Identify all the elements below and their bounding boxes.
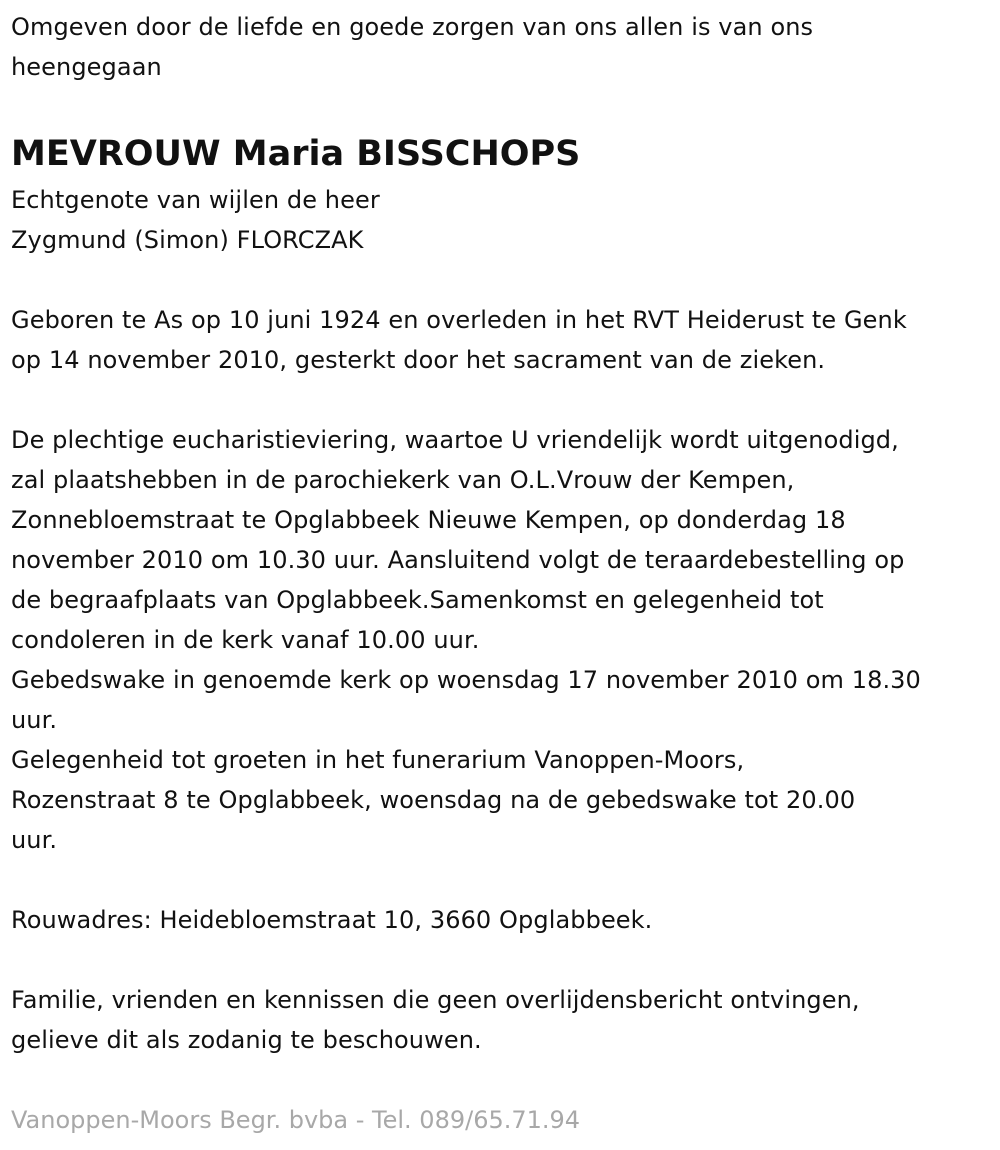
- notice-text: [11, 980, 995, 1060]
- ceremony-line: Gelegenheid tot groeten in het funerarium Vanoppen-Moors,: [11, 746, 745, 774]
- notice-line: gelieve dit als zodanig te beschouwen.: [11, 1026, 482, 1054]
- spacer: [11, 860, 995, 900]
- intro-line: Omgeven door de liefde en goede zorgen van ons allen is van ons: [11, 13, 814, 41]
- spacer: [11, 940, 995, 980]
- spacer: [11, 1060, 995, 1100]
- ceremony-text: [11, 420, 995, 860]
- ceremony-line: zal plaatshebben in de parochiekerk van O.L.Vrouw der Kempen,: [11, 466, 795, 494]
- birth-death-line: op 14 november 2010, gesterkt door het sacrament van de zieken.: [11, 346, 826, 374]
- notice-line: Familie, vrienden en kennissen die geen overlijdensbericht ontvingen,: [11, 986, 860, 1014]
- spouse-text: [11, 180, 995, 260]
- ceremony-line: Gebedswake in genoemde kerk op woensdag 17 november 2010 om 18.30: [11, 666, 921, 694]
- spacer: [11, 380, 995, 420]
- spacer: [11, 260, 995, 300]
- ceremony-line: uur.: [11, 826, 58, 854]
- ceremony-line: Rozenstraat 8 te Opglabbeek, woensdag na de gebedswake tot 20.00: [11, 786, 856, 814]
- deceased-name: MEVROUW Maria BISSCHOPS: [11, 134, 581, 174]
- spouse-line: Echtgenote van wijlen de heer: [11, 186, 380, 214]
- ceremony-line: condoleren in de kerk vanaf 10.00 uur.: [11, 626, 480, 654]
- ceremony-line: Zonnebloemstraat te Opglabbeek Nieuwe Kempen, op donderdag 18: [11, 506, 846, 534]
- spouse-line: Zygmund (Simon) FLORCZAK: [11, 226, 364, 254]
- ceremony-line: de begraafplaats van Opglabbeek.Samenkomst en gelegenheid tot: [11, 586, 824, 614]
- birth-death-line: Geboren te As op 10 juni 1924 en overleden in het RVT Heiderust te Genk: [11, 306, 907, 334]
- mourning-address: Rouwadres: Heidebloemstraat 10, 3660 Opglabbeek.: [11, 906, 653, 934]
- birth-death-text: [11, 300, 995, 380]
- intro-line: heengegaan: [11, 53, 162, 81]
- obituary-notice: [11, 7, 995, 1140]
- intro-text: [11, 7, 995, 87]
- ceremony-line: De plechtige eucharistieviering, waartoe U vriendelijk wordt uitgenodigd,: [11, 426, 899, 454]
- ceremony-line: uur.: [11, 706, 58, 734]
- ceremony-line: november 2010 om 10.30 uur. Aansluitend volgt de teraardebestelling op: [11, 546, 905, 574]
- funeral-home-footer: Vanoppen-Moors Begr. bvba - Tel. 089/65.71.94: [11, 1106, 581, 1134]
